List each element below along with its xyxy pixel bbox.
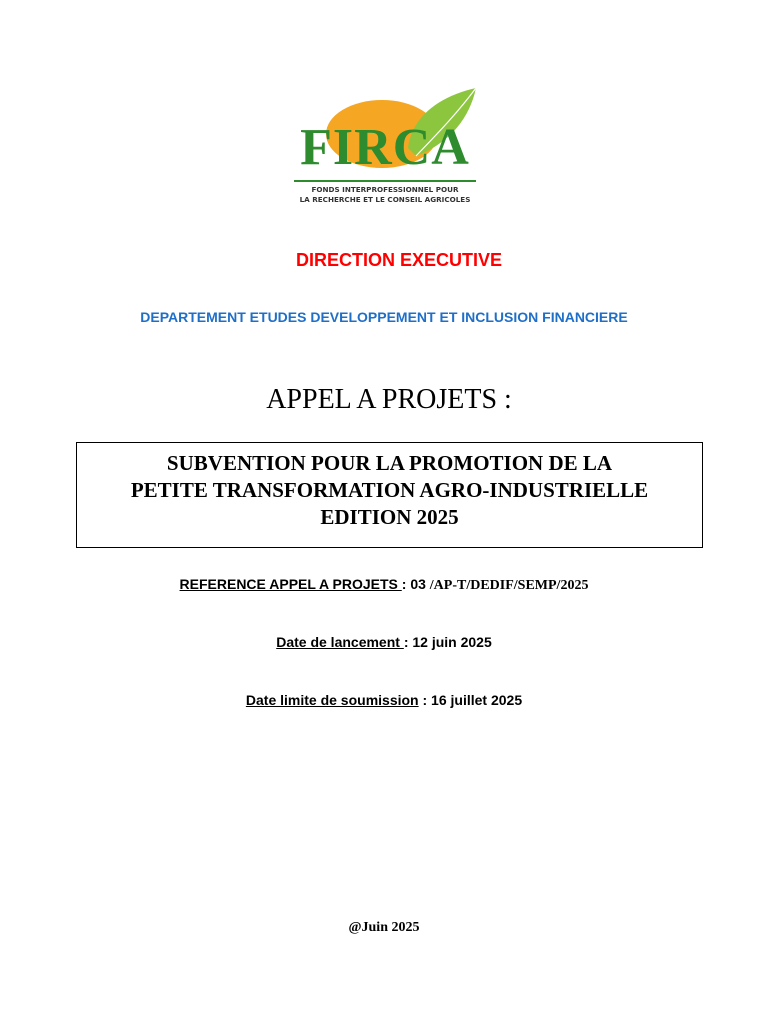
department-heading: DEPARTEMENT ETUDES DEVELOPPEMENT ET INCLUSION FINANCIERE [140,309,628,325]
footer-date: @Juin 2025 [348,920,420,935]
firca-logo [290,86,480,212]
logo-tagline-line2: LA RECHERCHE ET LE CONSEIL AGRICOLES [299,195,471,204]
document-title: APPEL A PROJETS : [266,384,512,415]
launch-date-value: : 12 juin 2025 [403,634,492,650]
subject-line2: PETITE TRANSFORMATION AGRO-INDUSTRIELLE [130,478,649,502]
deadline-line [0,692,768,708]
reference-value: /AP-T/DEDIF/SEMP/2025 [429,578,589,593]
reference-line [0,576,768,594]
reference-sep: : 03 [401,576,430,592]
deadline-value: : 16 juillet 2025 [418,692,523,708]
subject-line1: SUBVENTION POUR LA PROMOTION DE LA [166,451,613,475]
logo-wordmark: FIRCA [300,119,470,176]
logo-tagline-line1: FONDS INTERPROFESSIONNEL POUR [311,185,459,194]
direction-heading: DIRECTION EXECUTIVE [295,250,503,270]
launch-date-label: Date de lancement [276,634,404,650]
subject-box [76,442,703,548]
launch-date-line [0,634,768,650]
logo-tagline [290,185,480,205]
subject-line3: EDITION 2025 [320,505,459,529]
deadline-label: Date limite de soumission [245,692,419,708]
reference-label: REFERENCE APPEL A PROJETS [179,576,402,592]
